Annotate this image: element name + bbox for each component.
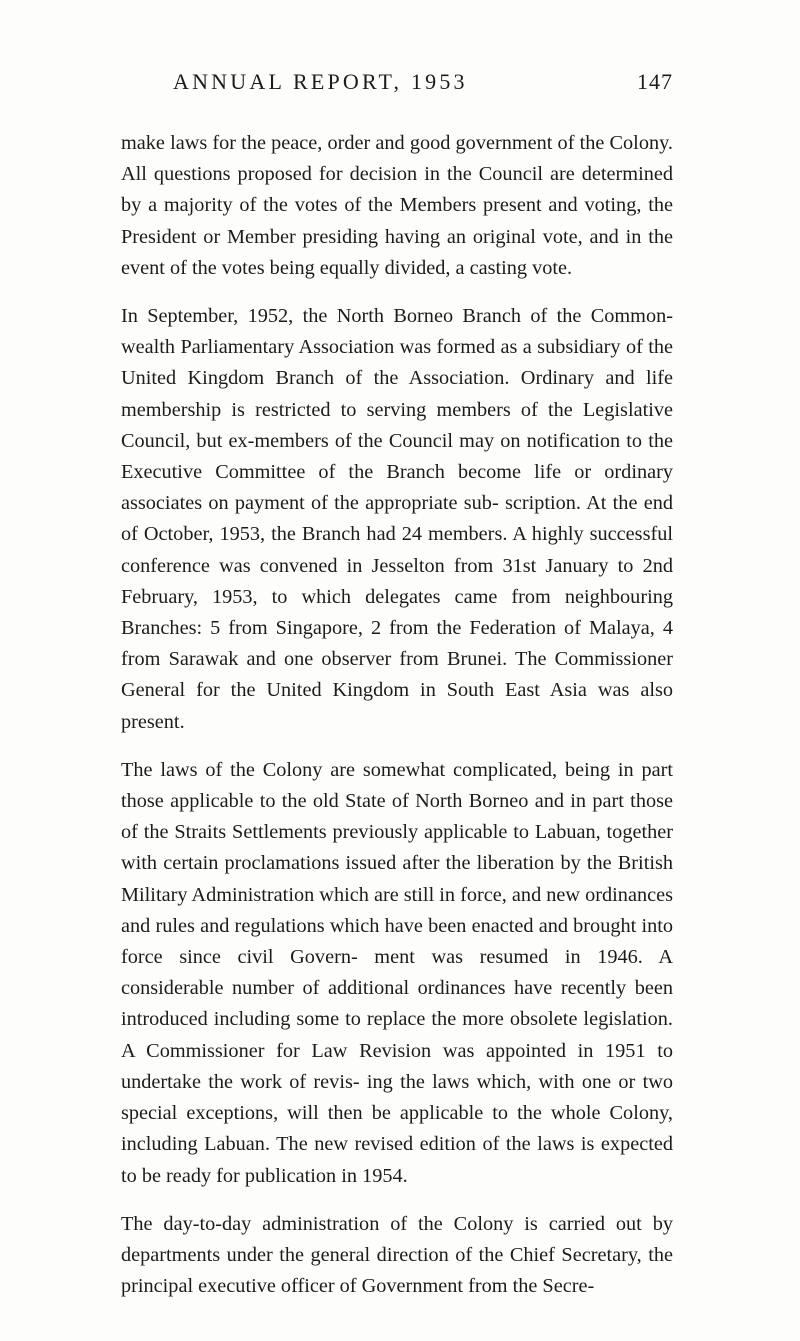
paragraph-council-votes: make laws for the peace, order and good government of the Colony. All questions proposed for decision in the Council are determined by a majority of the votes of the Members present and voting, the President or Member presiding having an original vote, and in the event of the votes being equally divided, a casting vote. — [121, 132, 673, 279]
paragraph-administration: The day-to-day administration of the Colony is carried out by departments under the general direction of the Chief Secretary, the principal executive officer of Government from the Secre- — [121, 1212, 673, 1298]
running-title: ANNUAL REPORT, 1953 — [173, 69, 468, 94]
paragraph-parliamentary-association: In September, 1952, the North Borneo Branch of the Common- wealth Parliamentary Association was formed as a subsidiary of the United Kingdom Branch of the Association. Ordinary and life membership is restricted to serving members of the Legislative Council, but ex-members of the Council may on notification to the Executive Committee of the Branch become life or ordinary associates on payment of the appropriate sub- scription. At the end of October, 1953, the Branch had 24 members. A highly successful conference was convened in Jesselton from 31st January to 2nd February, 1953, to which delegates came from neighbouring Branches: 5 from Singapore, 2 from the Federation of Malaya, 4 from Sarawak and one observer from Brunei. The Commissioner General for the United Kingdom in South East Asia was also present. — [121, 305, 673, 733]
page-number: 147 — [637, 69, 673, 94]
running-header — [121, 62, 673, 102]
paragraph-colony-laws: The laws of the Colony are somewhat complicated, being in part those applicable to the old State of North Borneo and in part those of the Straits Settlements previously applicable to Labuan, together with certain proclamations issued after the liberation by the British Military Administration which are still in force, and new ordinances and rules and regulations which have been enacted and brought into force since civil Govern- ment was resumed in 1946. A considerable number of additional ordinances have recently been introduced including some to replace the more obsolete legislation. A Commissioner for Law Revision was appointed in 1951 to undertake the work of revis- ing the laws which, with one or two special exceptions, will then be applicable to the whole Colony, including Labuan. The new revised edition of the laws is expected to be ready for publication in 1954. — [121, 758, 673, 1187]
document-page — [121, 62, 673, 1319]
body-text — [121, 128, 673, 1302]
